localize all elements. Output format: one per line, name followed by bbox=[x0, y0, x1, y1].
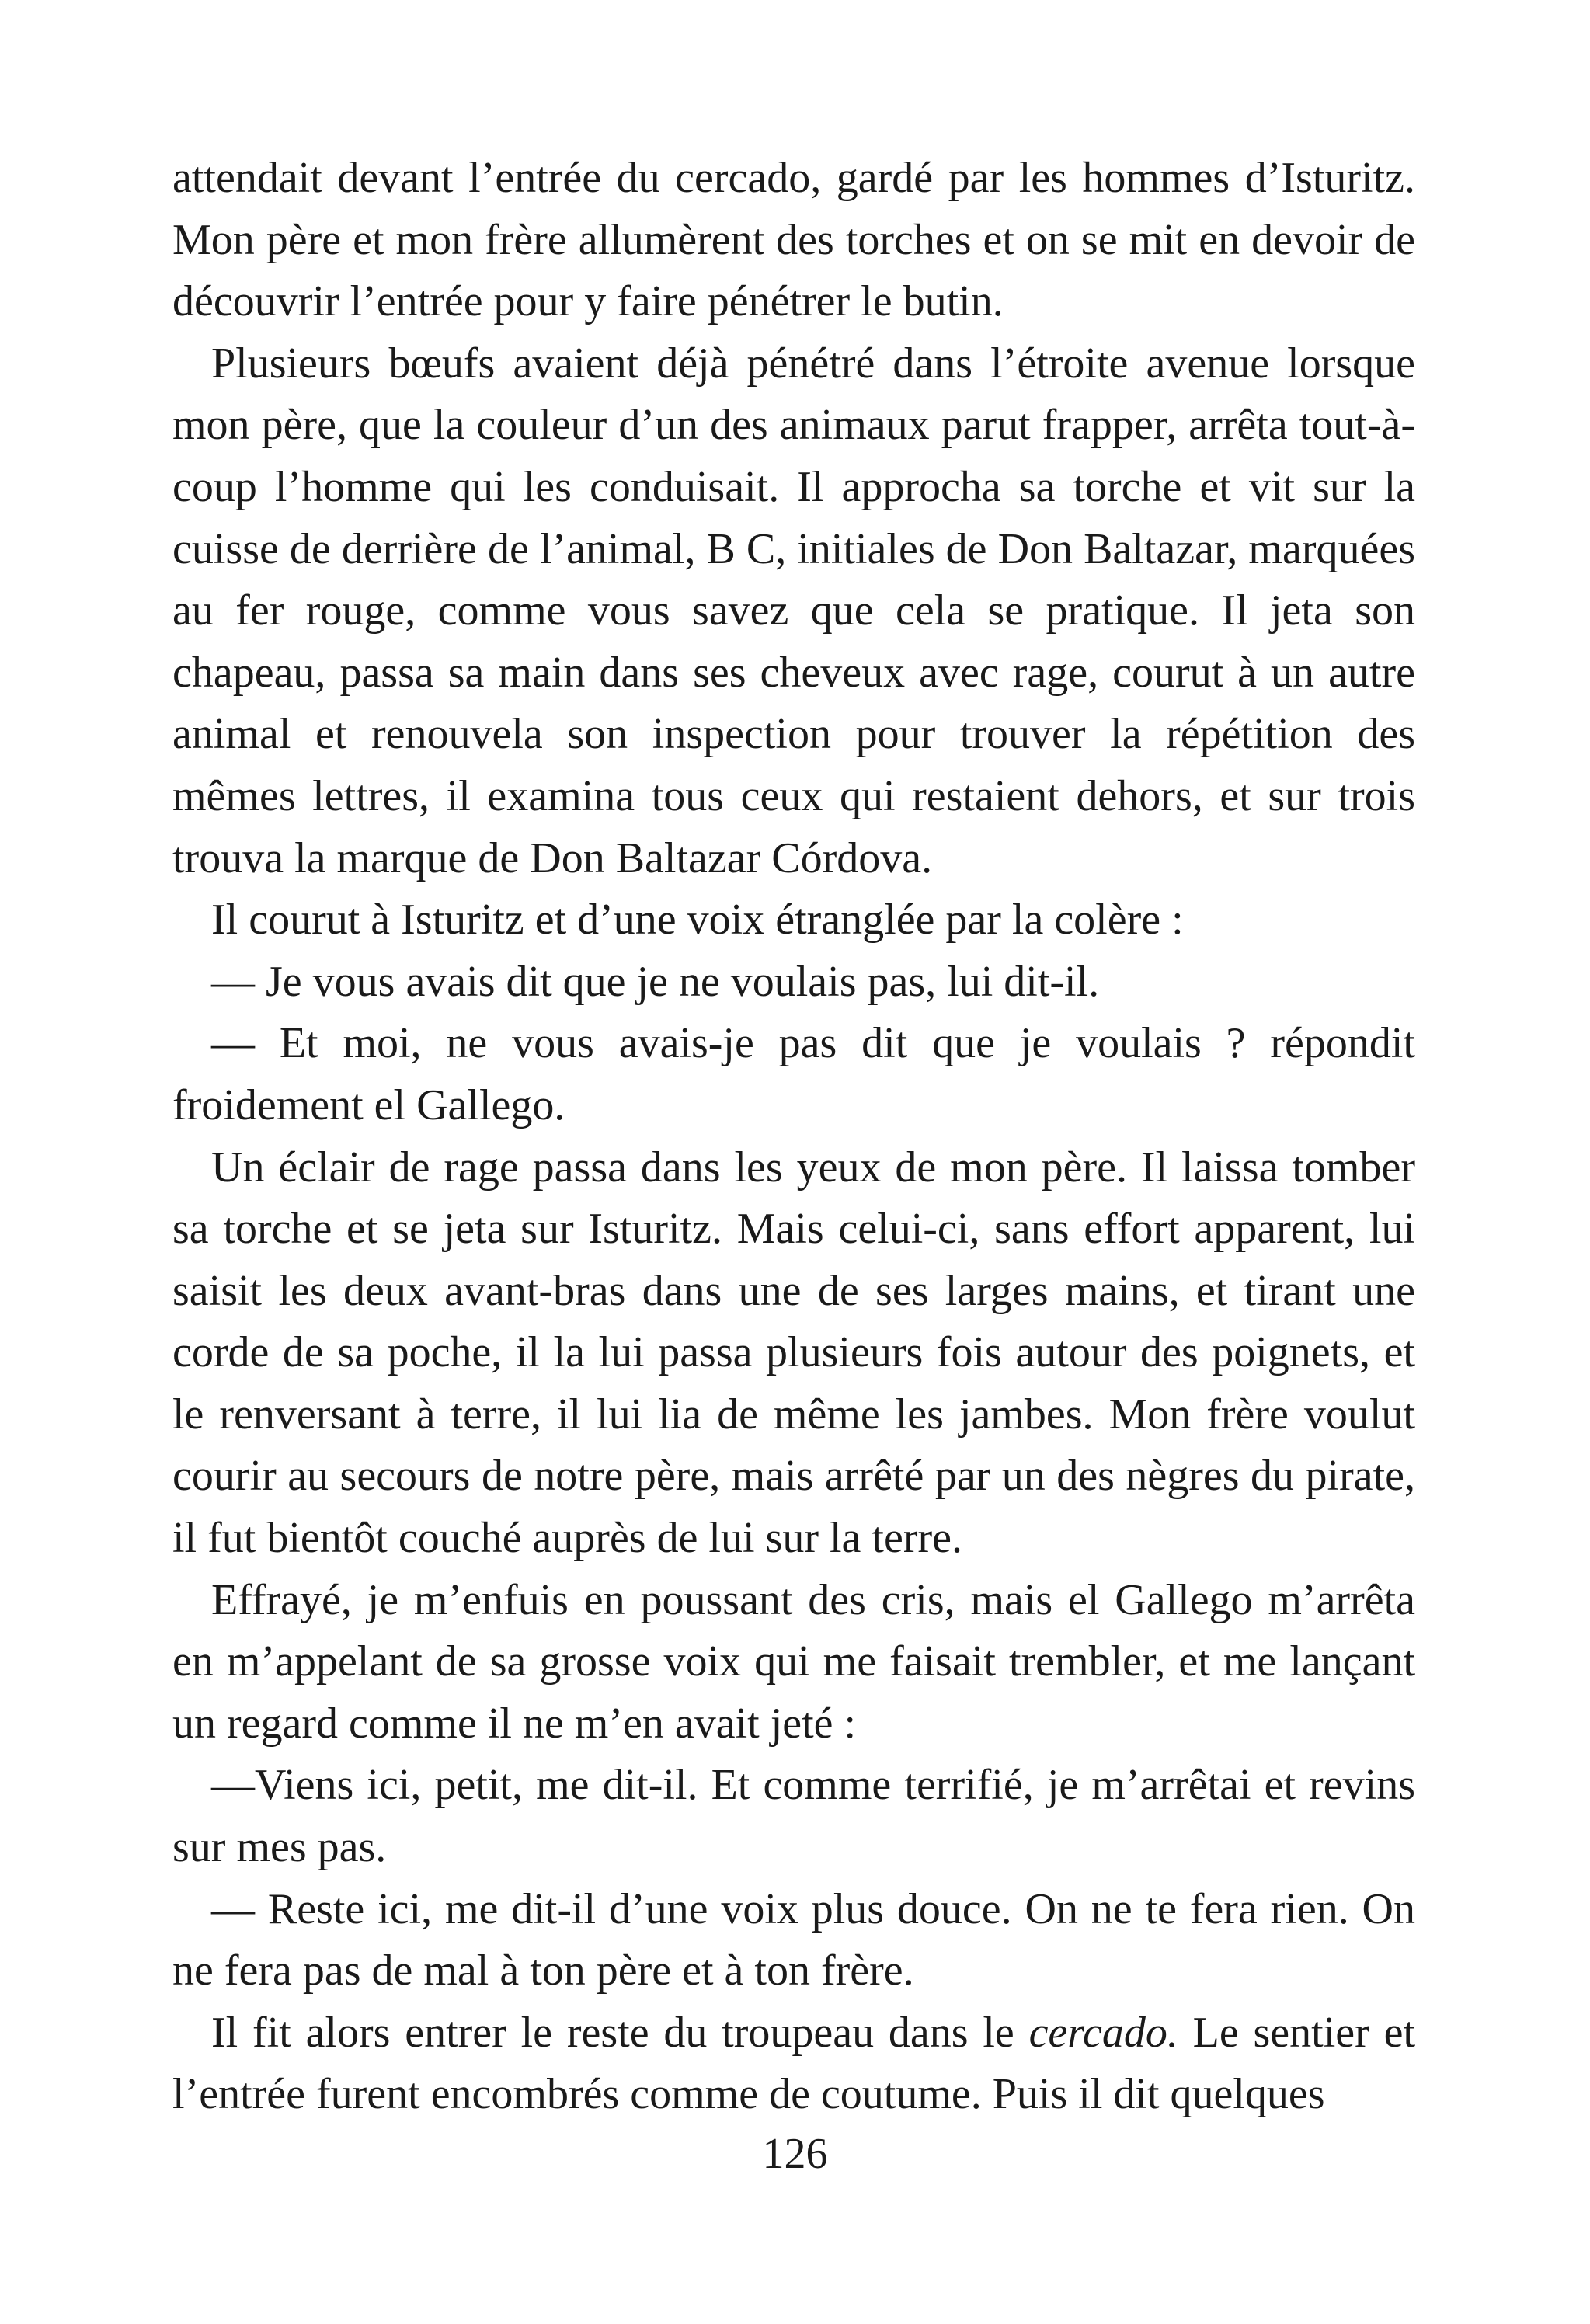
paragraph bbox=[172, 2002, 1415, 2126]
dialogue-line: —Viens ici, petit, me dit-il. Et comme terrifié, je m’arrêtai et revins sur mes pas. bbox=[172, 1761, 1415, 1872]
page-number: 126 bbox=[762, 2130, 828, 2178]
dialogue-line: — Reste ici, me dit-il d’une voix plus douce. On ne te fera rien. On ne fera pas de mal à ton père et à ton frère. bbox=[172, 1884, 1415, 1995]
body-text bbox=[172, 148, 1415, 2126]
paragraph: Il courut à Isturitz et d’une voix étranglée par la colère : bbox=[211, 896, 1184, 945]
dialogue-line: — Et moi, ne vous avais-je pas dit que je voulais ? répondit froidement el Gallego. bbox=[172, 1019, 1415, 1129]
paragraph: Un éclair de rage passa dans les yeux de mon père. Il laissa tomber sa torche et se jeta sur Isturitz. Mais celui-ci, sans effort apparent, lui saisit les deux avant-bras dans une de ses larges mains, et tirant une corde de sa poche, il la lui passa plusieurs fois autour des poignets, et le renversant à terre, il lui lia de même les jambes. Mon frère voulut courir au secours de notre père, mais arrêté par un des nègres du pirate, il fut bientôt couché auprès de lui sur la terre. bbox=[172, 1143, 1415, 1563]
italic-word: cercado. bbox=[1028, 2008, 1178, 2057]
paragraph: Plusieurs bœufs avaient déjà pénétré dans l’étroite avenue lorsque mon père, que la couleur d’un des animaux parut frapper, arrêta tout-à-coup l’homme qui les conduisait. Il approcha sa torche et vit sur la cuisse de derrière de l’animal, B C, initiales de Don Baltazar, marquées au fer rouge, comme vous savez que cela se pratique. Il jeta son chapeau, passa sa main dans ses cheveux avec rage, courut à un autre animal et renouvela son inspection pour trouver la répétition des mêmes lettres, il examina tous ceux qui restaient dehors, et sur trois trouva la marque de Don Baltazar Córdova. bbox=[172, 339, 1415, 882]
text-run: Il fit alors entrer le reste du troupeau dans le bbox=[211, 2008, 1029, 2057]
dialogue-line: — Je vous avais dit que je ne voulais pas, lui dit-il. bbox=[211, 957, 1100, 1006]
paragraph: Effrayé, je m’enfuis en poussant des cris, mais el Gallego m’arrêta en m’appelant de sa grosse voix qui me faisait trembler, et me lançant un regard comme il ne m’en avait jeté : bbox=[172, 1575, 1415, 1748]
paragraph: attendait devant l’entrée du cercado, gardé par les hommes d’Isturitz. Mon père et mon frère allumèrent des torches et on se mit en devoir de découvrir l’entrée pour y faire pénétrer le butin. bbox=[172, 154, 1415, 326]
text-run: Le sentier et l’entrée furent encombrés comme de coutume. Puis il dit quelques bbox=[172, 2008, 1416, 2119]
